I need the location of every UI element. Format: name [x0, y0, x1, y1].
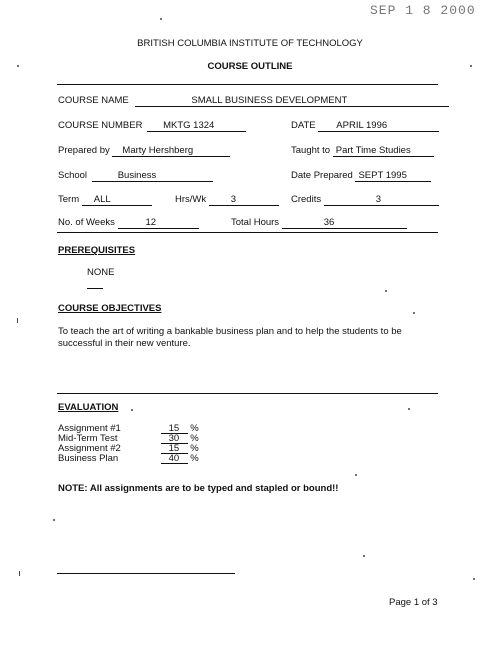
- objectives-bottom-rule: [57, 393, 438, 394]
- institution-name: BRITISH COLUMBIA INSTITUTE OF TECHNOLOGY: [137, 38, 363, 49]
- scan-speck: [470, 65, 472, 67]
- scan-speck: [131, 409, 133, 411]
- evaluation-row: [58, 454, 199, 464]
- scan-speck: [160, 18, 162, 20]
- hours-per-week-value: 3: [209, 194, 279, 206]
- course-number-label: COURSE NUMBER: [58, 120, 143, 131]
- scan-speck: [17, 318, 18, 323]
- scan-speck: [355, 474, 357, 476]
- school-value: Business: [92, 170, 213, 182]
- course-number-value: MKTG 1324: [147, 120, 246, 132]
- prepared-by-field: [58, 145, 230, 157]
- evaluation-item-label: Business Plan: [58, 453, 119, 464]
- credits-value: 3: [324, 194, 439, 206]
- total-hours-value: 36: [282, 217, 407, 229]
- course-number-field: [58, 120, 246, 132]
- hours-per-week-label: Hrs/Wk: [175, 194, 207, 205]
- evaluation-item-label: Assignment #2: [58, 443, 121, 454]
- taught-to-field: [291, 145, 434, 157]
- form-bottom-rule: [57, 232, 438, 233]
- course-name-label: COURSE NAME: [58, 95, 129, 106]
- document-title: COURSE OUTLINE: [207, 61, 293, 72]
- evaluation-item-unit: %: [190, 453, 199, 464]
- credits-field: [291, 194, 439, 206]
- date-prepared-field: [291, 170, 431, 182]
- evaluation-item-label: Mid-Term Test: [58, 433, 118, 444]
- date-prepared-value: SEPT 1995: [355, 170, 431, 182]
- total-hours-field: [231, 217, 407, 229]
- evaluation-item-unit: %: [190, 443, 199, 454]
- scan-speck: [413, 312, 415, 314]
- assignments-note: NOTE: All assignments are to be typed and stapled or bound!!: [58, 483, 339, 494]
- scan-speck: [53, 519, 55, 521]
- top-rule: [57, 84, 438, 85]
- evaluation-heading: EVALUATION: [58, 402, 119, 413]
- course-name-value: SMALL BUSINESS DEVELOPMENT: [135, 95, 449, 107]
- scan-speck: [385, 290, 387, 292]
- evaluation-list: [58, 424, 199, 464]
- evaluation-item-value: 15: [161, 424, 188, 434]
- page-number: Page 1 of 3: [389, 597, 438, 608]
- prerequisites-heading: PREREQUISITES: [58, 245, 136, 256]
- scan-speck: [363, 555, 365, 557]
- date-field: [291, 120, 439, 132]
- received-stamp: SEP 1 8 2000: [370, 3, 476, 18]
- credits-label: Credits: [291, 194, 322, 205]
- scan-speck: [408, 408, 410, 410]
- taught-to-value: Part Time Studies: [333, 145, 434, 157]
- scan-speck: [473, 578, 475, 580]
- evaluation-item-value: 30: [161, 434, 188, 444]
- prerequisites-text: NONE: [87, 267, 115, 278]
- date-value: APRIL 1996: [318, 120, 439, 132]
- prepared-by-label: Prepared by: [58, 145, 110, 156]
- objectives-text: To teach the art of writing a bankable business plan and to help the students to be successful in their new venture.: [58, 326, 402, 349]
- weeks-field: [58, 217, 199, 229]
- prepared-by-value: Marty Hershberg: [112, 145, 230, 157]
- signature-line: [57, 573, 235, 574]
- term-field: [58, 194, 152, 206]
- scan-speck: [19, 571, 20, 576]
- weeks-label: No. of Weeks: [58, 217, 115, 228]
- course-name-field: [58, 95, 449, 107]
- term-label: Term: [58, 194, 80, 205]
- school-field: [58, 170, 213, 182]
- total-hours-label: Total Hours: [231, 217, 280, 228]
- hours-per-week-field: [175, 194, 279, 206]
- prerequisites-dash: [87, 288, 103, 289]
- evaluation-item-value: 15: [161, 444, 188, 454]
- evaluation-item-unit: %: [190, 433, 199, 444]
- date-prepared-label: Date Prepared: [291, 170, 353, 181]
- date-label: DATE: [291, 120, 316, 131]
- scan-speck: [17, 65, 19, 67]
- objectives-heading: COURSE OBJECTIVES: [58, 303, 162, 314]
- school-label: School: [58, 170, 88, 181]
- weeks-value: 12: [118, 217, 199, 229]
- taught-to-label: Taught to: [291, 145, 331, 156]
- term-value: ALL: [82, 194, 152, 206]
- evaluation-item-unit: %: [190, 423, 199, 434]
- evaluation-item-value: 40: [161, 454, 188, 464]
- evaluation-item-label: Assignment #1: [58, 423, 121, 434]
